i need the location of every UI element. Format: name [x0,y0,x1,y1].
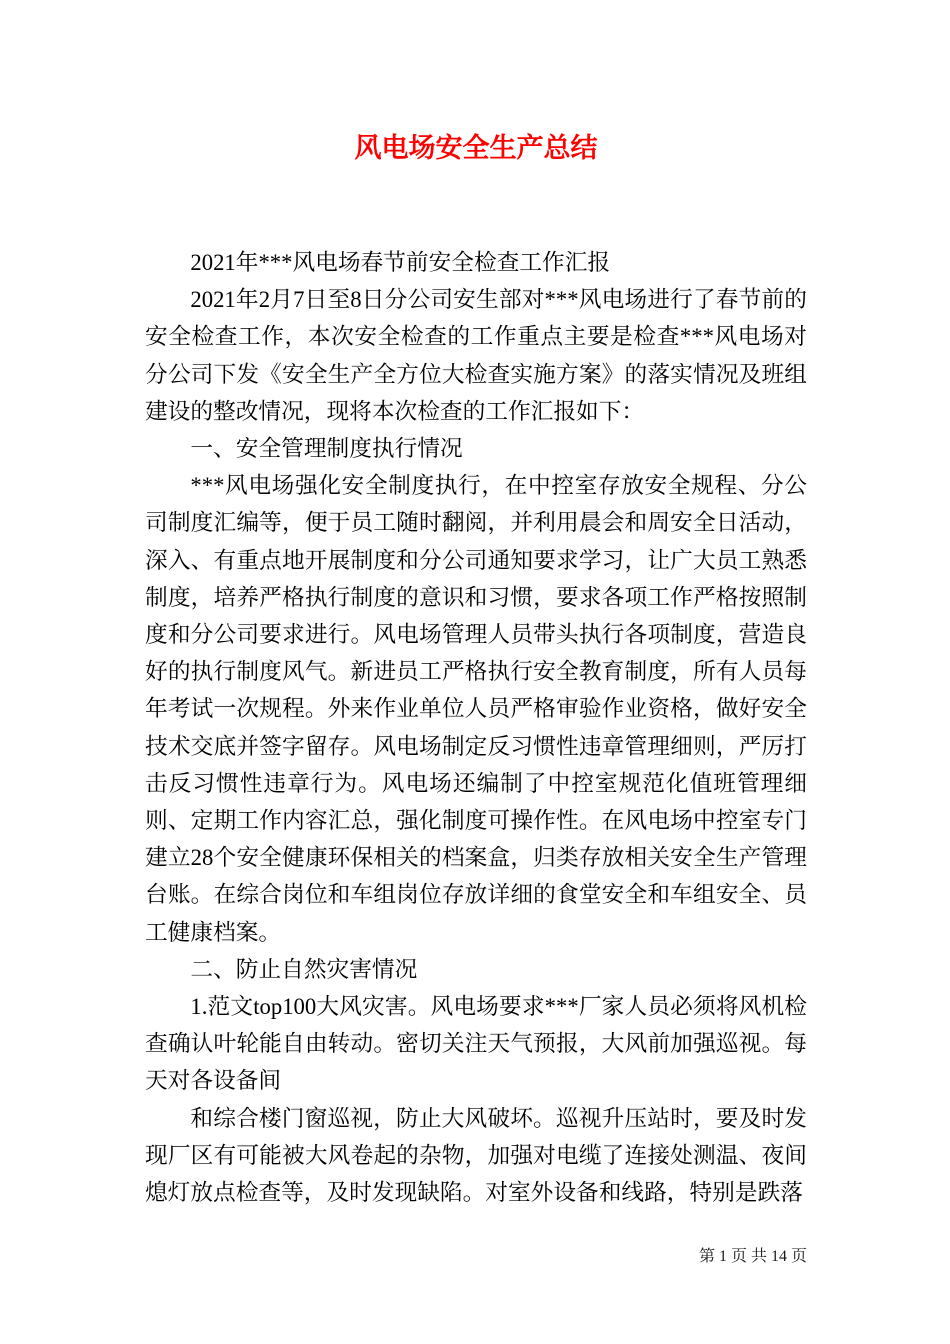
body-paragraph: 1.范文top100大风灾害。风电场要求***厂家人员必须将风机检查确认叶轮能自由转动。密切关注天气预报，大风前加强巡视。每天对各设备间 [145,994,807,1094]
body-paragraph: 2021年2月7日至8日分公司安生部对***风电场进行了春节前的安全检查工作，本次安全检查的工作重点主要是检查***风电场对分公司下发《安全生产全方位大检查实施方案》的落实情况及班组建设的整改情况，现将本次检查的工作汇报如下： [145,287,807,424]
document-content [145,244,807,1211]
page-number-footer: 第 1 页 共 14 页 [698,1248,807,1265]
document-title: 风电场安全生产总结 [354,133,598,163]
section-heading-2: 二、防止自然灾害情况 [190,956,418,982]
report-subtitle: 2021年***风电场春节前安全检查工作汇报 [190,250,611,275]
section-heading-1: 一、安全管理制度执行情况 [190,436,463,462]
body-paragraph: ***风电场强化安全制度执行，在中控室存放安全规程、分公司制度汇编等，便于员工随时翻阅，并利用晨会和周安全日活动，深入、有重点地开展制度和分公司通知要求学习，让广大员工熟悉制度，培养严格执行制度的意识和习惯，要求各项工作严格按照制度和分公司要求进行。风电场管理人员带头执行各项制度，营造良好的执行制度风气。新进员工严格执行安全教育制度，所有人员每年考试一次规程。外来作业单位人员严格审验作业资格，做好安全技术交底并签字留存。风电场制定反习惯性违章管理细则，严厉打击反习惯性违章行为。风电场还编制了中控室规范化值班管理细则、定期工作内容汇总，强化制度可操作性。在风电场中控室专门建立28个安全健康环保相关的档案盒，归类存放相关安全生产管理台账。在综合岗位和车组岗位存放详细的食堂安全和车组安全、员工健康档案。 [145,473,807,945]
body-paragraph: 和综合楼门窗巡视，防止大风破坏。巡视升压站时，要及时发现厂区有可能被大风卷起的杂物，加强对电缆了连接处测温、夜间熄灯放点检查等，及时发现缺陷。对室外设备和线路，特别是跌落 [145,1105,807,1206]
